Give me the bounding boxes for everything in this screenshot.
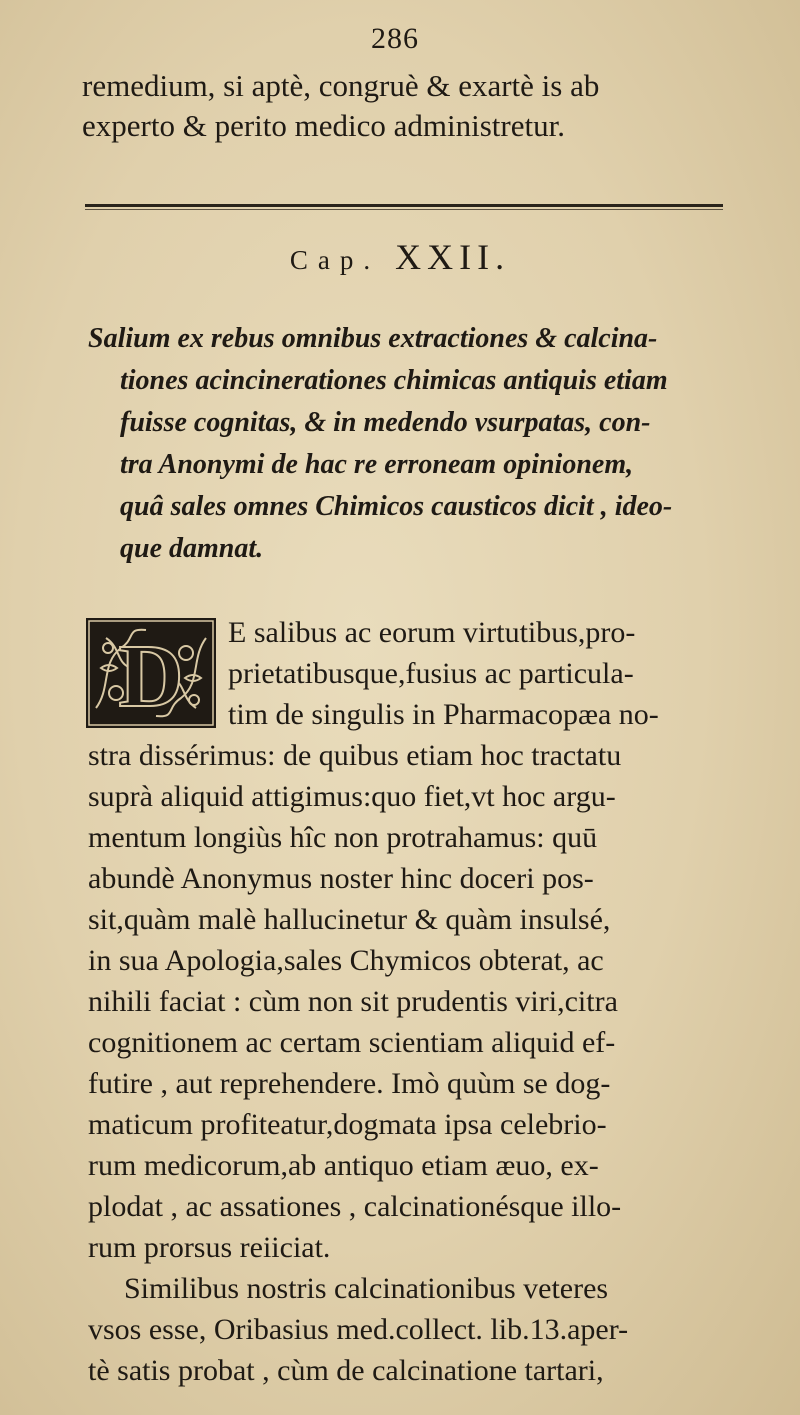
body-line: abundè Anonymus noster hinc doceri pos-: [88, 862, 594, 895]
body-line: sit,quàm malè hallucinetur & quàm insulsé,: [88, 903, 611, 936]
summary-line: tiones acincinerationes chimicas antiquis etiam: [120, 365, 668, 396]
body-line: tim de singulis in Pharmacopæa no-: [228, 698, 659, 731]
summary-line: tra Anonymi de hac re erroneam opinionem,: [120, 449, 634, 480]
body-line: prietatibusque,fusius ac particula-: [228, 657, 634, 690]
body-line: rum prorsus reiiciat.: [88, 1231, 331, 1264]
body-line: Similibus nostris calcinationibus veteres: [124, 1272, 609, 1305]
body-line: futire , aut reprehendere. Imò quùm se dog-: [88, 1067, 611, 1100]
page-number: 286: [371, 22, 419, 55]
body-line: rum medicorum,ab antiquo etiam æuo, ex-: [88, 1149, 599, 1182]
body-line: plodat , ac assationes , calcinationésque illo-: [88, 1190, 622, 1223]
section-divider-thin: [85, 209, 723, 210]
text-line: experto & perito medico administretur.: [82, 108, 565, 143]
chapter-number: XXII.: [395, 237, 511, 277]
chapter-label: Cap.: [289, 245, 381, 275]
ornamental-initial: [86, 618, 216, 728]
summary-line: quâ sales omnes Chimicos causticos dicit , ideo-: [120, 491, 673, 522]
chapter-heading: [0, 236, 800, 278]
body-line: maticum profiteatur,dogmata ipsa celebrio-: [88, 1108, 607, 1141]
body-line: E salibus ac eorum virtutibus,pro-: [228, 616, 636, 649]
body-line: mentum longiùs hîc non protrahamus: quū: [88, 821, 598, 854]
body-line: in sua Apologia,sales Chymicos obterat, ac: [88, 944, 604, 977]
body-line: suprà aliquid attigimus:quo fiet,vt hoc argu-: [88, 780, 616, 813]
text-line: remedium, si aptè, congruè & exartè is ab: [82, 68, 600, 103]
summary-line: Salium ex rebus omnibus extractiones & calcina-: [88, 323, 658, 354]
body-line: cognitionem ac certam scientiam aliquid ef-: [88, 1026, 616, 1059]
body-line: stra dissérimus: de quibus etiam hoc tractatu: [88, 739, 622, 772]
body-line: tè satis probat , cùm de calcinatione tartari,: [88, 1354, 604, 1387]
body-line: nihili faciat : cùm non sit prudentis viri,citra: [88, 985, 618, 1018]
floral-ornament-icon: [86, 618, 216, 728]
drop-cap-letter: D: [118, 627, 184, 726]
summary-line: fuisse cognitas, & in medendo vsurpatas, con-: [120, 407, 651, 438]
section-divider: [85, 204, 723, 207]
summary-line: que damnat.: [120, 533, 264, 564]
body-line: vsos esse, Oribasius med.collect. lib.13.aper-: [88, 1313, 629, 1346]
